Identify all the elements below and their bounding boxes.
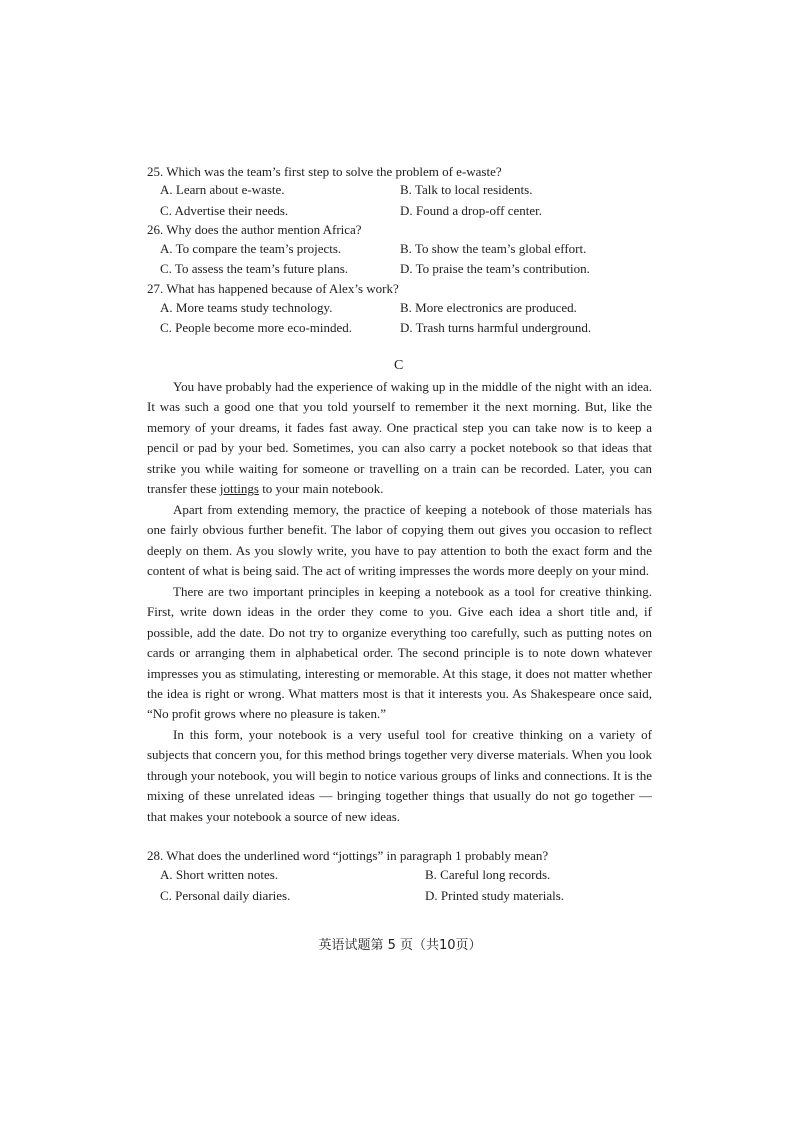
question-stem: 27. What has happened because of Alex’s work?: [147, 281, 399, 296]
passage-paragraph-1: [147, 377, 652, 499]
question-stem: 25. Which was the team’s first step to solve the problem of e-waste?: [147, 164, 502, 179]
passage-paragraph-4: In this form, your notebook is a very useful tool for creative thinking on a variety of subjects that concern you, for this method brings together very diverse materials. When you look through your notebook, you will begin to notice various groups of links and connections. It is the mixing of these unrelated ideas — bringing together things that usually do not go together — that makes your notebook a source of new ideas.: [147, 727, 652, 824]
option-b: B. Careful long records.: [425, 867, 551, 882]
option-a: A. Learn about e-waste.: [160, 182, 285, 197]
option-a: A. To compare the team’s projects.: [160, 241, 342, 256]
option-d: D. Printed study materials.: [425, 888, 565, 903]
option-c: C. People become more eco-minded.: [160, 320, 353, 335]
option-d: D. To praise the team’s contribution.: [400, 261, 590, 276]
underlined-word: jottings: [219, 481, 259, 497]
option-a: A. More teams study technology.: [160, 300, 333, 315]
option-c: C. To assess the team’s future plans.: [160, 261, 349, 276]
paragraph-text: to your main notebook.: [262, 481, 384, 497]
option-b: B. To show the team’s global effort.: [400, 241, 587, 256]
passage-paragraph-2: Apart from extending memory, the practice of keeping a notebook of those materials has one fairly obvious further benefit. The labor of copying them out gives you occasion to reflect deeply on them. As you slowly write, you have to pay attention to both the exact form and the content of what is being said. The act of writing impresses the words more deeply on your mind.: [147, 502, 652, 579]
option-b: B. More electronics are produced.: [400, 300, 577, 315]
page-footer: 英语试题第 5 页（共10页）: [318, 938, 482, 953]
option-b: B. Talk to local residents.: [400, 182, 533, 197]
question-stem: 28. What does the underlined word “jottings” in paragraph 1 probably mean?: [147, 848, 549, 863]
paragraph-text: You have probably had the experience of waking up in the middle of the night with an idea. It was such a good one that you told yourself to remember it the next morning. But, like the memory of your dreams, it fades fast away. One practical step you can take now is to keep a pencil or pad by your bed. Sometimes, you can also carry a pocket notebook so that ideas that strike you while waiting for someone or travelling on a train can be recorded. Later, you can transfer these: [147, 379, 652, 497]
option-c: C. Personal daily diaries.: [160, 888, 291, 903]
option-d: D. Found a drop-off center.: [400, 203, 543, 218]
passage-paragraph-3: There are two important principles in keeping a notebook as a tool for creative thinking. First, write down ideas in the order they come to you. Give each idea a short title and, if possible, add the date. Do not try to organize everything too carefully, such as putting notes on cards or arranging them in alphabetical order. The second principle is to note down whatever impresses you as stimulating, interesting or memorable. At this stage, it does not matter whether the idea is right or wrong. What matters most is that it interests you. As Shakespeare once said, “No profit grows where no pleasure is taken.”: [147, 584, 652, 722]
option-d: D. Trash turns harmful underground.: [400, 320, 592, 335]
option-c: C. Advertise their needs.: [160, 203, 289, 218]
option-a: A. Short written notes.: [160, 867, 279, 882]
section-heading: C: [394, 358, 404, 373]
question-stem: 26. Why does the author mention Africa?: [147, 222, 362, 237]
